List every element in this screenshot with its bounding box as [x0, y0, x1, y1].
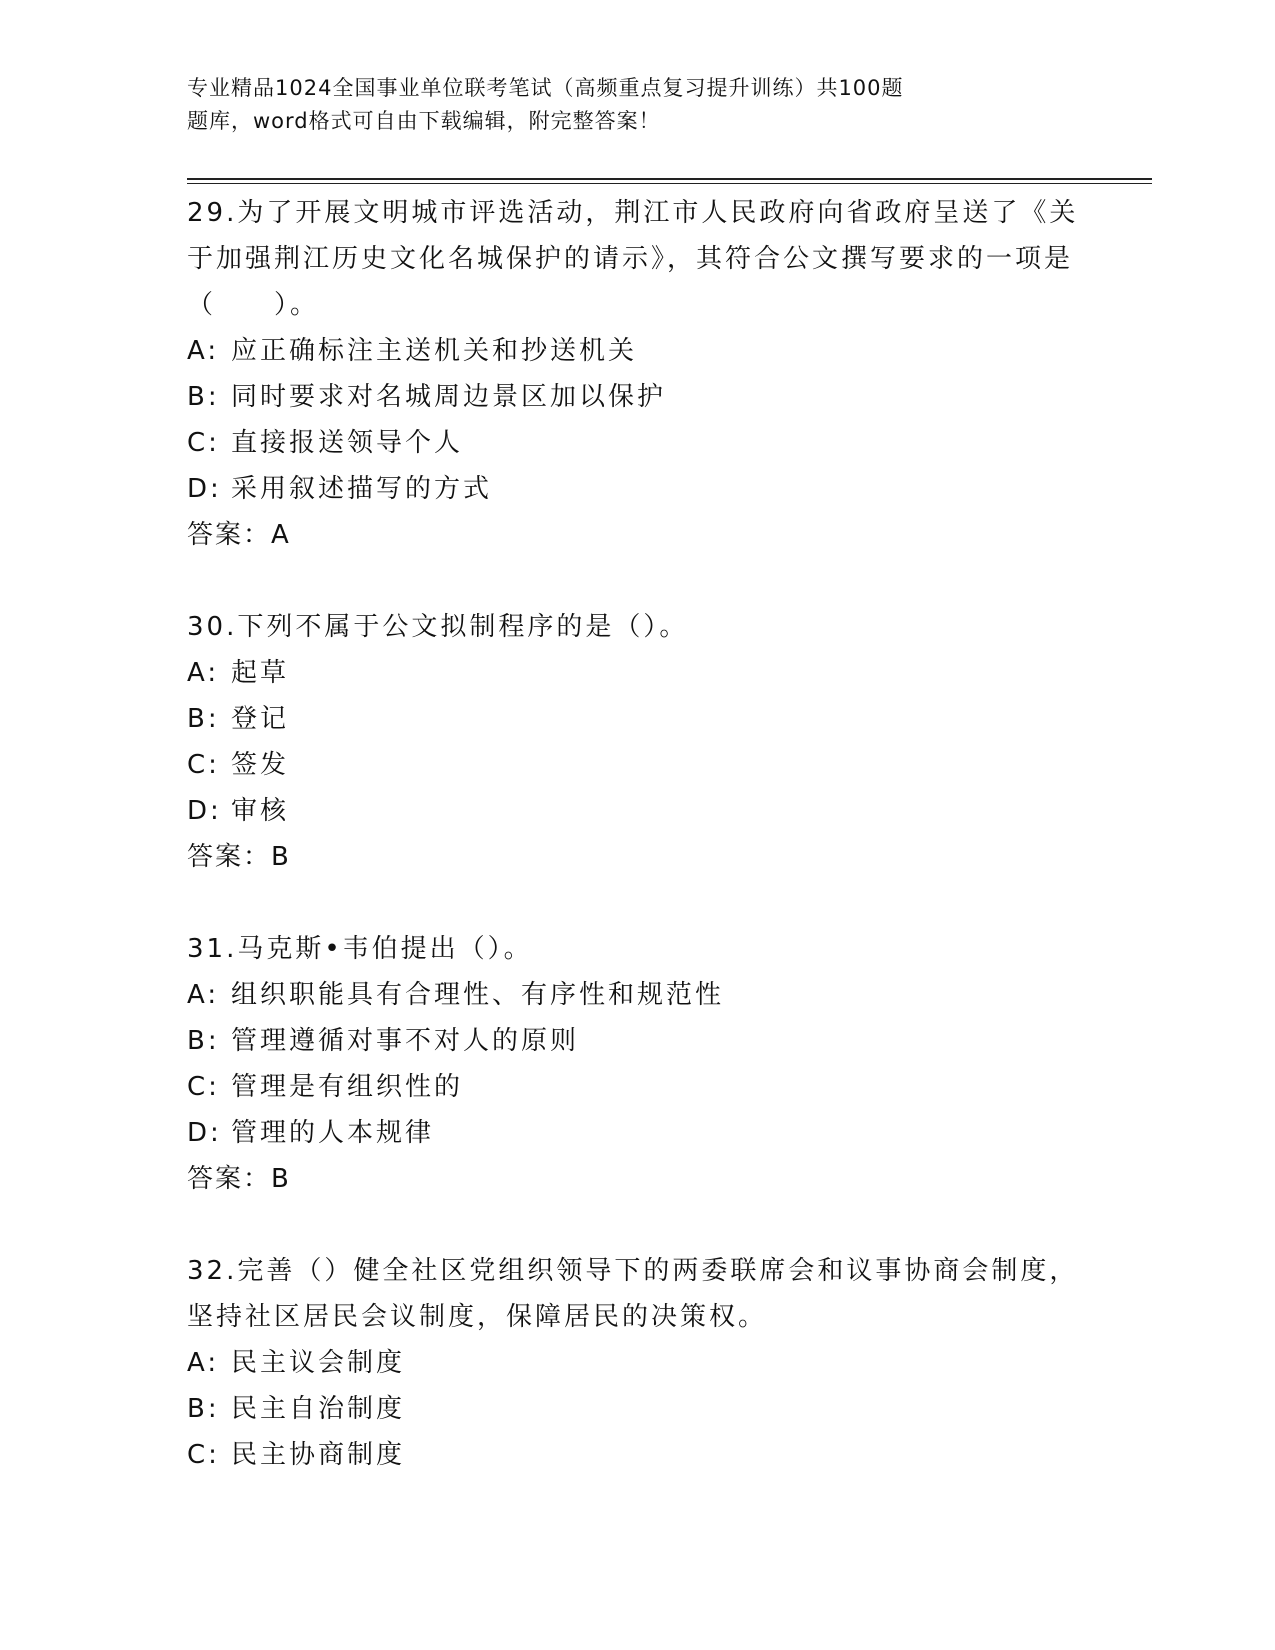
header-line-1: 专业精品1024全国事业单位联考笔试（高频重点复习提升训练）共100题	[187, 76, 904, 100]
question-stem: 29.为了开展文明城市评选活动，荆江市人民政府向省政府呈送了《关于加强荆江历史文化名城保护的请示》，其符合公文撰写要求的一项是（ ）。	[187, 198, 1079, 320]
header-line-2: 题库，word格式可自由下载编辑，附完整答案！	[187, 109, 661, 133]
option-b	[187, 374, 1087, 420]
header-divider-thin	[187, 183, 1152, 184]
answer-label: 答案：A	[187, 520, 291, 550]
option-b	[187, 696, 1087, 742]
option-key: A:	[187, 980, 220, 1010]
question-30	[187, 604, 1087, 880]
question-31	[187, 926, 1087, 1202]
option-c	[187, 742, 1087, 788]
option-key: B:	[187, 382, 220, 412]
option-key: C:	[187, 1440, 220, 1470]
option-text: 管理遵循对事不对人的原则	[231, 1026, 580, 1056]
option-c	[187, 420, 1087, 466]
option-c	[187, 1064, 1087, 1110]
option-text: 同时要求对名城周边景区加以保护	[231, 382, 667, 412]
header-divider	[187, 178, 1152, 180]
option-key: D:	[187, 1118, 222, 1148]
option-d	[187, 466, 1087, 512]
option-text: 应正确标注主送机关和抄送机关	[231, 336, 638, 366]
option-key: C:	[187, 750, 220, 780]
answer-label: 答案：B	[187, 1164, 291, 1194]
option-text: 民主协商制度	[231, 1440, 406, 1470]
option-key: B:	[187, 704, 220, 734]
option-key: C:	[187, 1072, 220, 1102]
option-text: 签发	[231, 750, 290, 780]
option-text: 登记	[231, 704, 290, 734]
option-text: 管理的人本规律	[231, 1118, 435, 1148]
answer-label: 答案：B	[187, 842, 291, 872]
option-d	[187, 1110, 1087, 1156]
option-key: D:	[187, 474, 222, 504]
option-key: B:	[187, 1394, 220, 1424]
option-text: 起草	[231, 658, 290, 688]
option-text: 审核	[231, 796, 290, 826]
option-text: 直接报送领导个人	[231, 428, 464, 458]
question-stem: 32.完善（）健全社区党组织领导下的两委联席会和议事协商会制度，坚持社区居民会议制度，保障居民的决策权。	[187, 1256, 1079, 1332]
question-stem: 30.下列不属于公文拟制程序的是（）。	[187, 612, 689, 642]
option-text: 组织职能具有合理性、有序性和规范性	[231, 980, 725, 1010]
option-text: 管理是有组织性的	[231, 1072, 464, 1102]
document-header	[187, 72, 1147, 138]
option-b	[187, 1018, 1087, 1064]
option-key: C:	[187, 428, 220, 458]
option-key: D:	[187, 796, 222, 826]
option-c	[187, 1432, 1087, 1478]
option-a	[187, 972, 1087, 1018]
option-key: A:	[187, 658, 220, 688]
option-text: 民主自治制度	[231, 1394, 406, 1424]
option-key: A:	[187, 336, 220, 366]
question-29	[187, 190, 1087, 558]
option-key: A:	[187, 1348, 220, 1378]
option-d	[187, 788, 1087, 834]
option-text: 采用叙述描写的方式	[231, 474, 493, 504]
option-text: 民主议会制度	[231, 1348, 406, 1378]
question-stem: 31.马克斯•韦伯提出（）。	[187, 934, 533, 964]
option-a	[187, 650, 1087, 696]
option-a	[187, 1340, 1087, 1386]
option-b	[187, 1386, 1087, 1432]
question-32	[187, 1248, 1087, 1478]
question-list	[187, 190, 1087, 1524]
option-a	[187, 328, 1087, 374]
option-key: B:	[187, 1026, 220, 1056]
